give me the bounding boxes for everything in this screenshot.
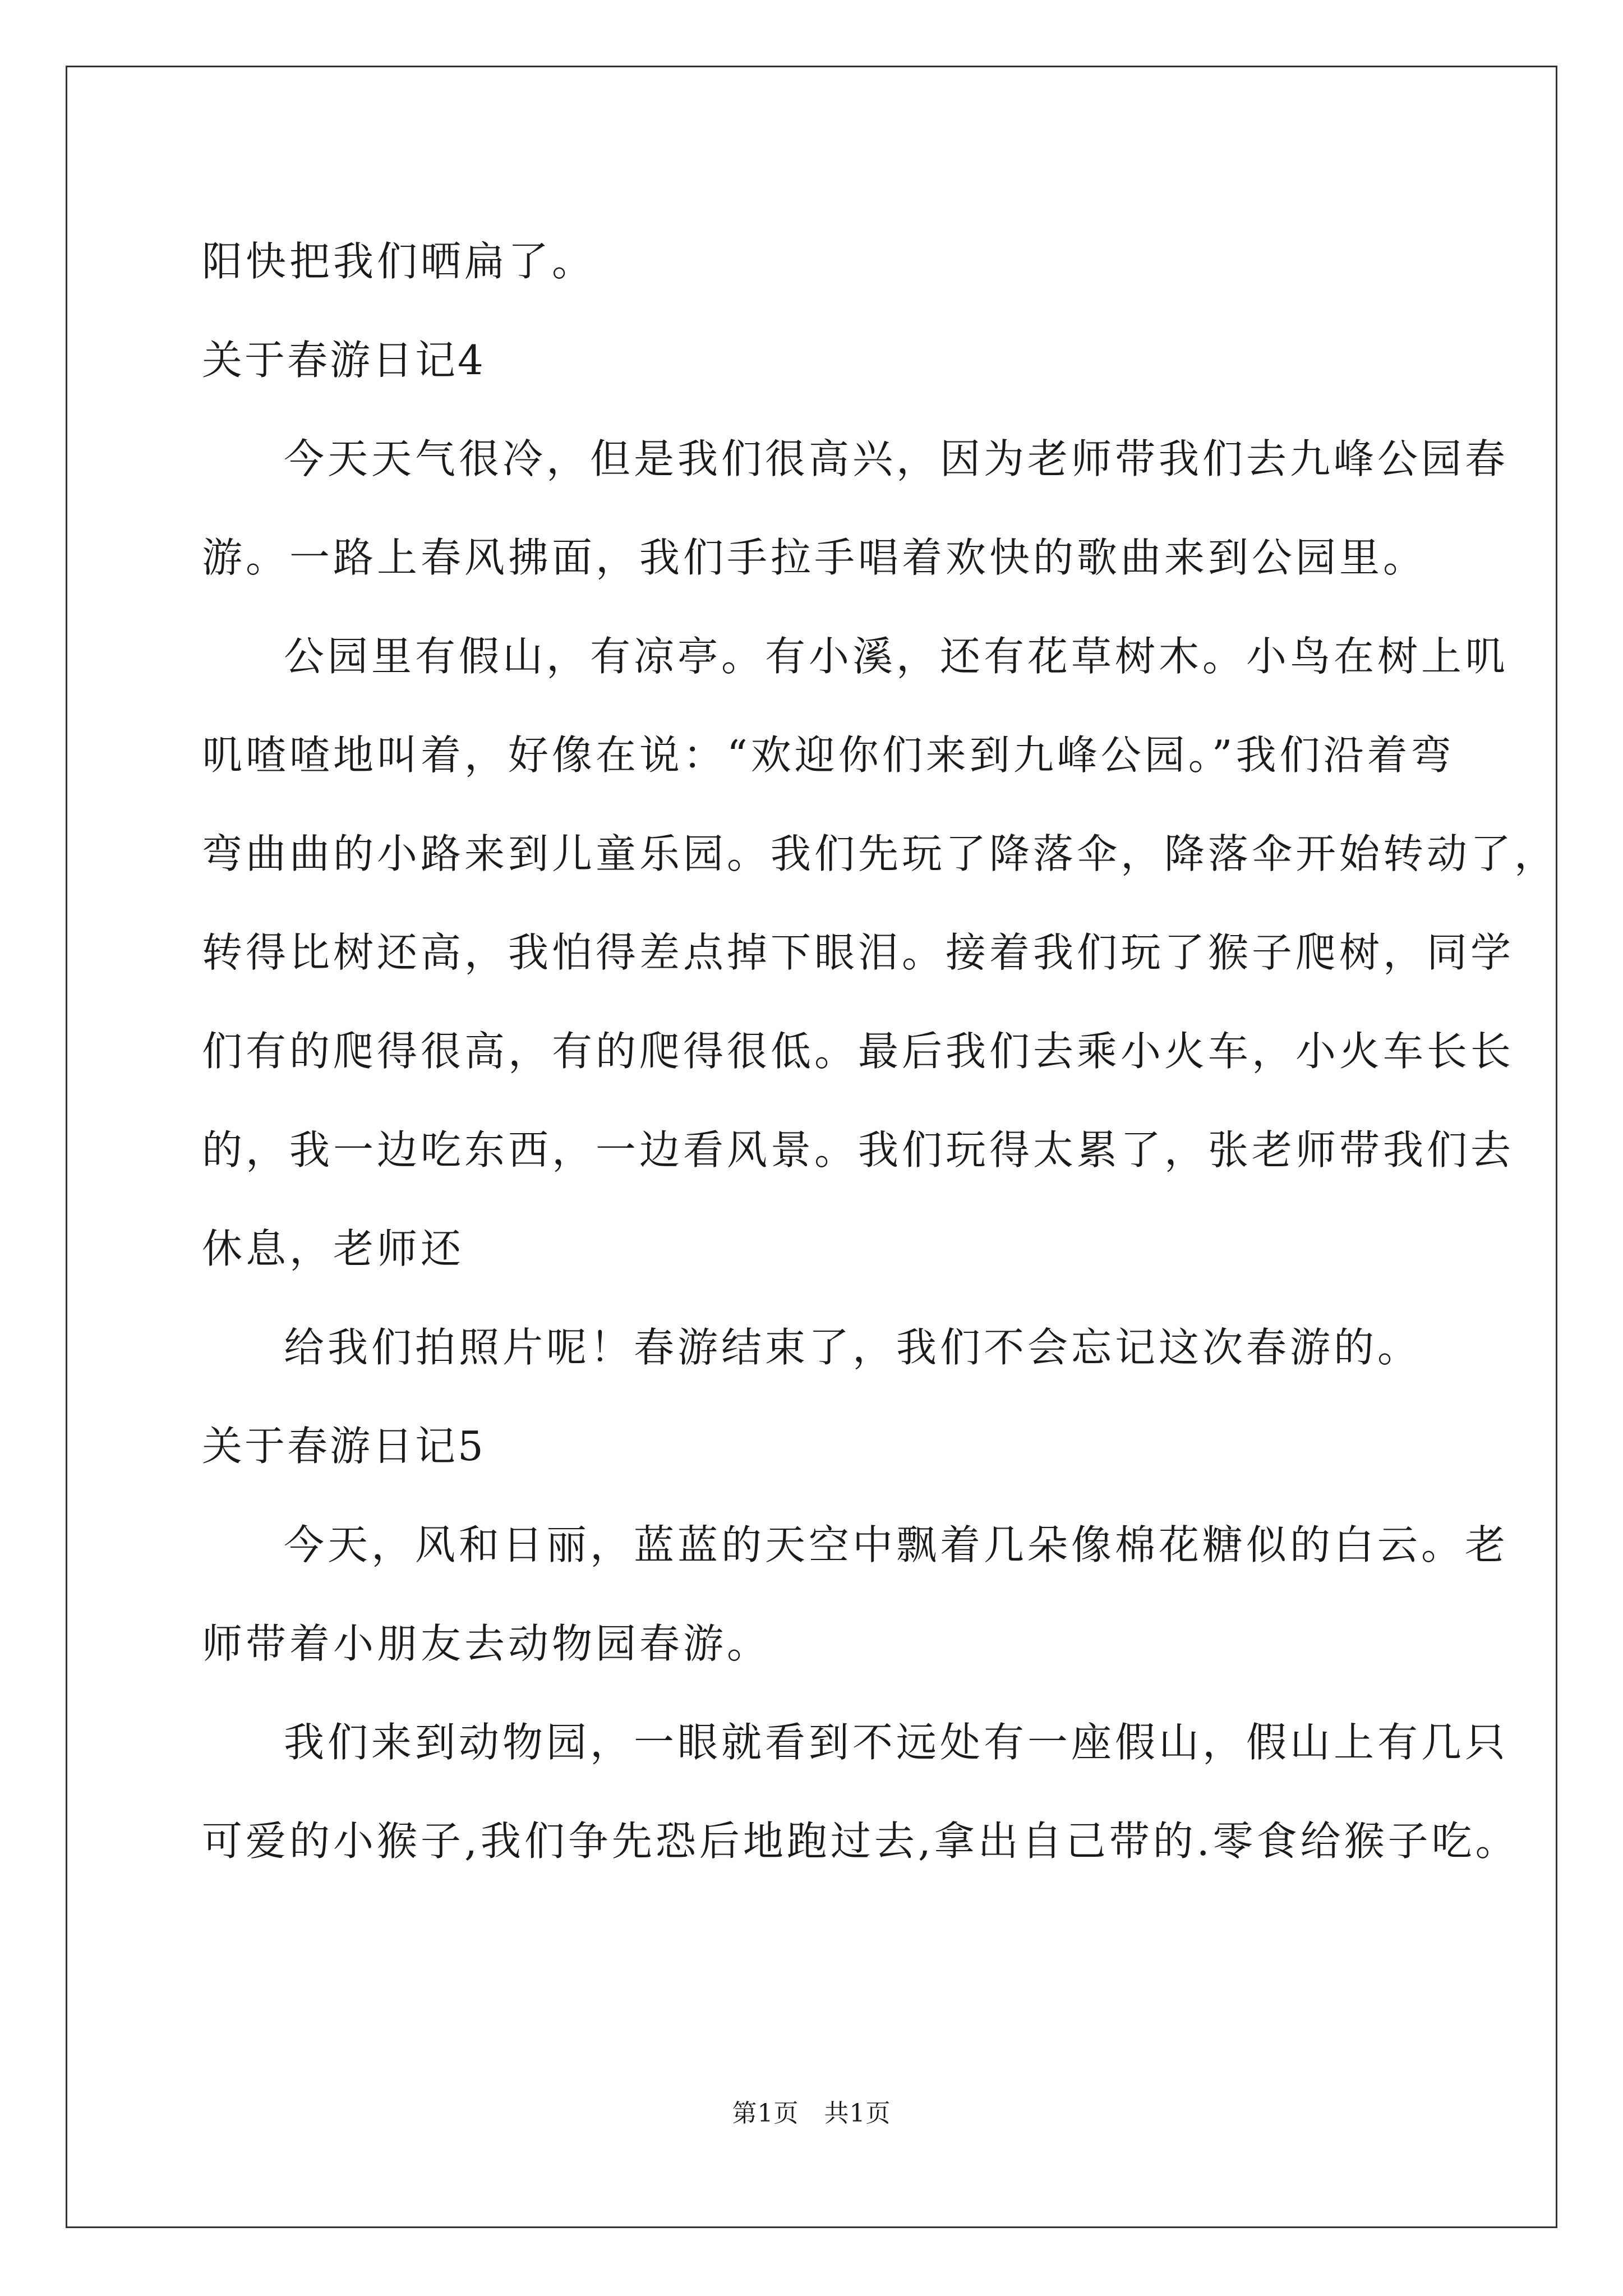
section-heading-5: 关于春游日记5 — [202, 1423, 486, 1470]
section-heading-4: 关于春游日记4 — [202, 337, 486, 384]
text-line-15: 师带着小朋友去动物园春游。 — [202, 1620, 771, 1667]
text-line-10: 的，我一边吃东西，一边看风景。我们玩得太累了，张老师带我们去 — [202, 1126, 1515, 1174]
page-footer — [0, 2097, 1623, 2131]
text-line-17: 可爱的小猴子,我们争先恐后地跑过去,拿出自己带的.零食给猴子吃。 — [202, 1818, 1519, 1865]
text-line-8: 转得比树还高，我怕得差点掉下眼泪。接着我们玩了猴子爬树，同学 — [202, 929, 1515, 976]
text-line-1: 阳快把我们晒扁了。 — [202, 238, 596, 285]
text-line-9: 们有的爬得很高，有的爬得很低。最后我们去乘小火车，小火车长长 — [202, 1028, 1515, 1075]
text-line-16: 我们来到动物园，一眼就看到不远处有一座假山，假山上有几只 — [284, 1719, 1509, 1766]
text-line-12: 给我们拍照片呢！春游结束了，我们不会忘记这次春游的。 — [284, 1324, 1422, 1371]
text-line-7: 弯曲曲的小路来到儿童乐园。我们先玩了降落伞，降落伞开始转动了， — [202, 830, 1559, 877]
text-line-14: 今天，风和日丽，蓝蓝的天空中飘着几朵像棉花糖似的白云。老 — [284, 1521, 1509, 1568]
text-line-3: 今天天气很冷，但是我们很高兴，因为老师带我们去九峰公园春 — [284, 435, 1509, 482]
page-number-label: 第1页 共1页 — [732, 2099, 891, 2128]
text-line-4: 游。一路上春风拂面，我们手拉手唱着欢快的歌曲来到公园里。 — [202, 534, 1427, 581]
text-line-6: 叽喳喳地叫着，好像在说：“欢迎你们来到九峰公园。”我们沿着弯 — [202, 731, 1455, 779]
text-line-5: 公园里有假山，有凉亭。有小溪，还有花草树木。小鸟在树上叽 — [284, 633, 1509, 680]
text-line-11: 休息，老师还 — [202, 1225, 465, 1272]
document-body — [202, 212, 1559, 1890]
